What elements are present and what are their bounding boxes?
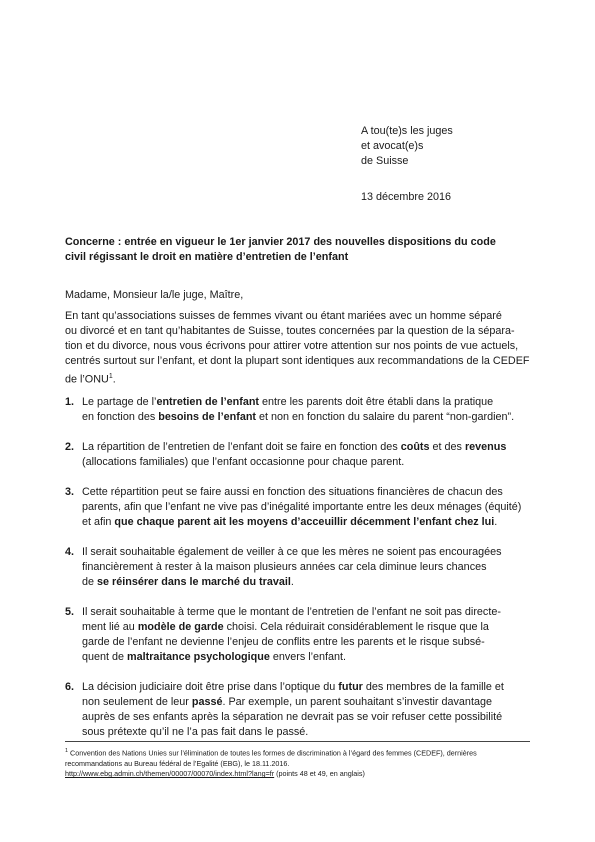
text: La répartition de l’entretien de l’enfant doit se faire en fonction des — [82, 441, 401, 453]
emphasis: modèle de garde — [137, 621, 224, 633]
text: des membres de la famille et — [362, 681, 504, 693]
emphasis: passé — [191, 696, 223, 708]
point-line — [82, 515, 541, 530]
point-line — [82, 410, 541, 425]
salutation: Madame, Monsieur la/le juge, Maître, — [65, 289, 244, 301]
point-line — [82, 575, 541, 590]
footnote-line — [65, 769, 535, 780]
text: ment lié au — [82, 621, 138, 633]
intro-line: ou divorcé et en tant qu’habitantes de Suisse, toutes concernées par la question de la sépara- — [65, 325, 515, 337]
text: . Par exemple, un parent souhaitant s’investir davantage — [222, 696, 492, 708]
emphasis: entretien de l’enfant — [156, 396, 260, 408]
point-line — [82, 395, 541, 410]
footnote-divider — [65, 741, 530, 742]
point-number: 4. — [65, 546, 75, 558]
subject-line-1: Concerne : entrée en vigueur le 1er janvier 2017 des nouvelles dispositions du code — [65, 236, 496, 248]
emphasis: besoins de l’enfant — [158, 411, 257, 423]
emphasis: futur — [338, 681, 363, 693]
subject-line-2: civil régissant le droit en matière d’entretien de l’enfant — [65, 251, 349, 263]
point-item — [65, 440, 541, 470]
intro-line: En tant qu’associations suisses de femmes vivant ou étant mariées avec un homme séparé — [65, 310, 502, 322]
text: . — [290, 576, 294, 588]
point-line: Cette répartition peut se faire aussi en fonction des situations financières de chacun des — [82, 486, 503, 498]
text: quent de — [82, 651, 128, 663]
point-line: parents, afin que l’enfant ne vive pas d’inégalité importante entre les deux ménages (équité) — [82, 501, 522, 513]
emphasis: se réinsérer dans le marché du travail — [97, 576, 291, 588]
intro-paragraph — [65, 309, 541, 388]
point-line: financièrement à rester à la maison plusieurs années car cela diminue leurs chances — [82, 561, 487, 573]
footnote-link[interactable]: http://www.ebg.admin.ch/themen/00007/00070/index.html?lang=fr — [65, 769, 275, 779]
emphasis: que chaque parent ait les moyens d’acceuillir décemment l’enfant chez lui — [114, 516, 495, 528]
text: et des — [429, 441, 465, 453]
text: et afin — [82, 516, 115, 528]
point-item — [65, 605, 541, 665]
point-line: (allocations familiales) que l’enfant occasionne pour chaque parent. — [82, 456, 405, 468]
emphasis: coûts — [400, 441, 430, 453]
text: en fonction des — [82, 411, 159, 423]
intro-last-text: de l’ONU — [65, 373, 109, 386]
footnote-line — [65, 746, 535, 759]
point-item — [65, 680, 541, 740]
address-line: et avocat(e)s — [361, 140, 424, 152]
point-line — [82, 620, 541, 635]
letter-date: 13 décembre 2016 — [361, 191, 452, 203]
point-line: Il serait souhaitable également de veiller à ce que les mères ne soient pas encouragées — [82, 546, 502, 558]
emphasis: revenus — [464, 441, 507, 453]
point-line: auprès de ses enfants après la séparation ne devrait pas se voir refuser cette possibilité — [82, 711, 503, 723]
text: non seulement de leur — [82, 696, 192, 708]
point-line — [82, 650, 541, 665]
point-number: 1. — [65, 396, 75, 408]
footnote-marker: 1 — [65, 748, 69, 754]
text: et non en fonction du salaire du parent “non-gardien”. — [256, 411, 515, 423]
footnote-line: recommandations au Bureau fédéral de l’Egalité (EBG), le 18.11.2016. — [65, 758, 290, 768]
text: choisi. Cela réduirait considérablement le risque que la — [223, 621, 489, 633]
text: (points 48 et 49, en anglais) — [274, 769, 365, 779]
point-line: Il serait souhaitable à terme que le montant de l’entretien de l’enfant ne soit pas directe- — [82, 606, 501, 618]
point-line — [82, 680, 541, 695]
point-number: 2. — [65, 441, 75, 453]
text: Convention des Nations Unies sur l’élimination de toutes les formes de discrimination à l’égard des femmes (CEDEF), dernières — [68, 748, 477, 758]
text: Le partage de l’ — [82, 396, 157, 408]
intro-line: tion et du divorce, nous vous écrivons pour attirer votre attention sur nos points de vue actuels, — [65, 340, 519, 352]
emphasis: maltraitance psychologique — [127, 651, 270, 663]
point-line: sous prétexte qu’il ne l’a pas fait dans le passé. — [82, 726, 309, 738]
point-item — [65, 395, 541, 425]
intro-period: . — [112, 373, 116, 386]
point-number: 5. — [65, 606, 75, 618]
point-line: garde de l’enfant ne devienne l’enjeu de conflits entre les parents et le risque subsé- — [82, 636, 485, 648]
intro-line: centrés surtout sur l’enfant, et dont la plupart sont identiques aux recommandations de la CEDEF — [65, 355, 530, 367]
point-line — [82, 695, 541, 710]
text: . — [494, 516, 498, 528]
points-list — [65, 395, 541, 740]
text: envers l’enfant. — [269, 651, 347, 663]
point-item — [65, 545, 541, 590]
point-number: 6. — [65, 681, 75, 693]
text: de — [82, 576, 98, 588]
recipient-address — [361, 124, 453, 169]
point-line — [82, 440, 541, 455]
text: entre les parents doit être établi dans la pratique — [259, 396, 494, 408]
footnote-reference: 1 — [108, 373, 113, 380]
point-number: 3. — [65, 486, 75, 498]
text: La décision judiciaire doit être prise dans l’optique du — [82, 681, 339, 693]
address-line: de Suisse — [361, 155, 409, 167]
subject-line — [65, 235, 535, 265]
intro-line — [65, 369, 541, 388]
address-line: A tou(te)s les juges — [361, 125, 453, 137]
footnote — [65, 746, 535, 780]
point-item — [65, 485, 541, 530]
